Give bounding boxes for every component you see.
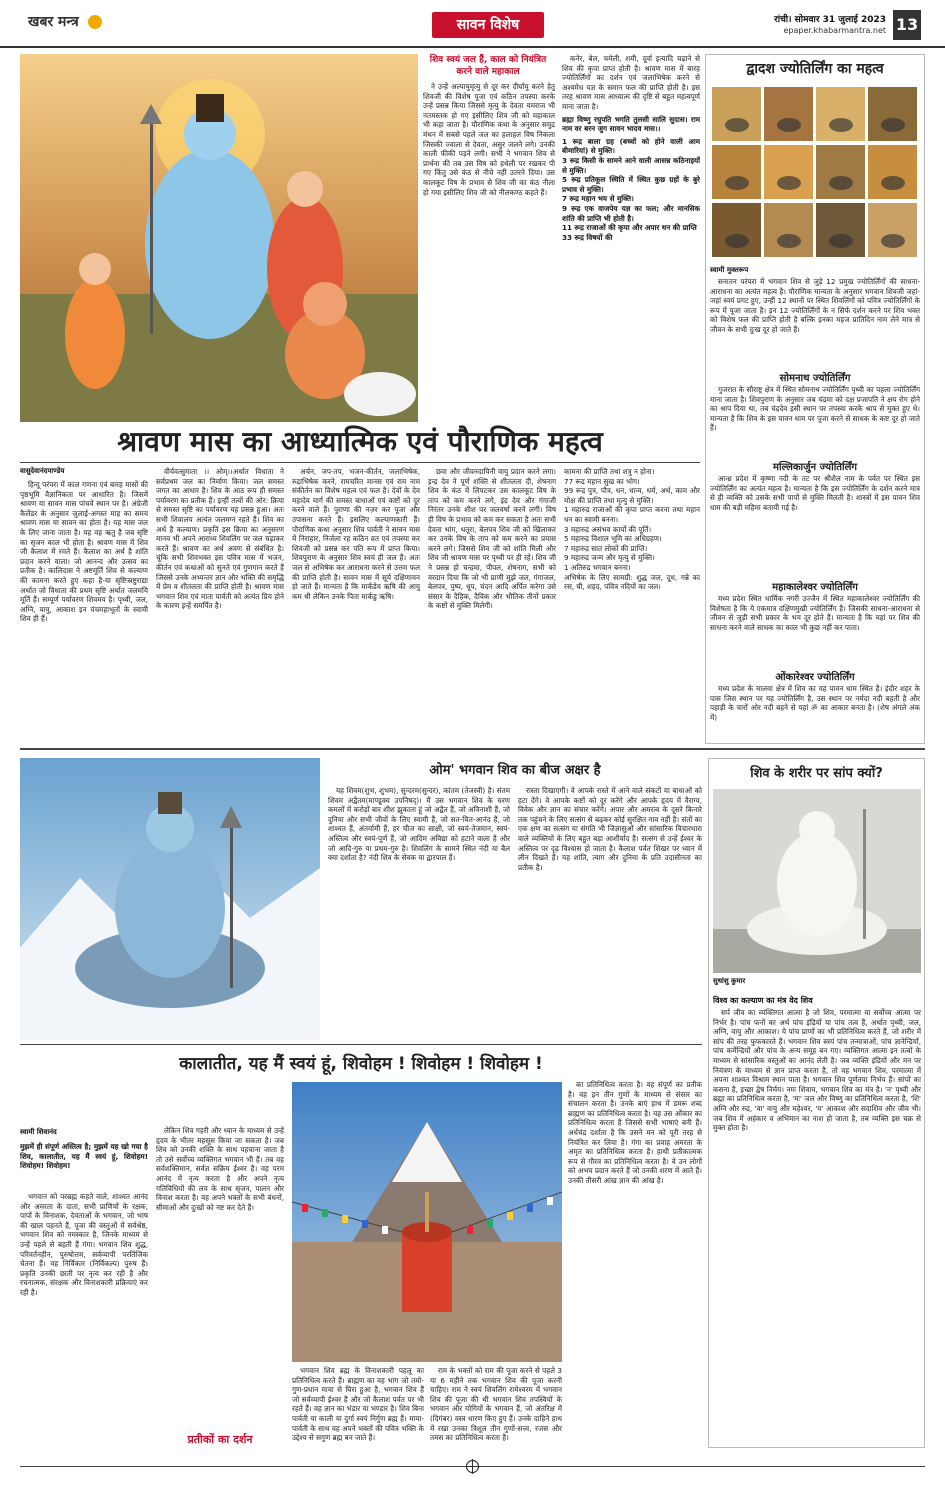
shivoham-col-4	[430, 1366, 562, 1456]
epaper-url[interactable]: epaper.khabarmantra.net	[783, 26, 886, 35]
kailash-photo	[292, 1082, 562, 1362]
somnath-text	[710, 385, 920, 455]
main-col-5	[564, 467, 700, 742]
kailash-illustration	[292, 1082, 562, 1362]
om-col-1-text: यह शिवम(शुभ, शुभम), सुन्दरम(सुन्दर), कांतम (तेजस्वी) है। संतम शिवम अद्वैतम(माण्डूक्य उपनिषद्)। मैं उस भगवान शिव के चरण कमलों में करोड़ों बार शीश झुकाता हूं जो अद्वैत हैं, जो अविनाशी हैं, जो दुनिया और सभी जीवों के लिए स्वामी हैं, जो सत-चित-आनंद हैं, जो शाश्वत हैं, अंतर्यामी हैं, हर चीज का साक्षी, जो स्वयं-तेजमान, स्वयं-अस्तित्व और स्वयं-पूर्ण हैं, जो आदिम अविद्या को हटाने वाला है और जो आदि-गुरु या प्रथम-गुरु है। शिवलिंग के सामने स्थित नंदी या बैल क्या दर्शाता है? नंदी शिव के सेवक या द्वारपाल हैं।	[328, 786, 510, 863]
om-title: ओम' भगवान शिव का बीज अक्षर है	[429, 763, 601, 778]
shivoham-col-2	[156, 1126, 284, 1426]
jyotirlinga-box	[705, 54, 925, 744]
section-divider	[20, 748, 925, 750]
somnath-text-body: गुजरात के सौराष्ट्र क्षेत्र में स्थित सोमनाथ ज्योतिर्लिंग पृथ्वी का पहला ज्योतिर्लिंग माना जाता है। शिवपुराण के अनुसार जब चंद्रमा को दक्ष प्रजापति ने क्षय रोग होने का श्राप दिया था, तब चंद्रदेव इसी स्थान पर तपस्या करके श्राप से मुक्त हुए थे। मान्यता है कि शिव के इस पावन धाम पर पूजा करने से साधक के कष्ट दूर हो जाते हैं।	[710, 385, 920, 433]
compass-rose-icon	[465, 1459, 480, 1474]
divider	[20, 462, 700, 463]
compass-rose-graphic	[465, 1459, 480, 1474]
shiva-snake-photo	[713, 789, 921, 973]
shivoham-col-3-text: भगवान शिव ब्रह्म के विनाशकारी पहलू का प्रतिनिधित्व करते हैं। ब्राह्मण का वह भाग जो तमो-गुण-प्रधान माया से घिरा हुआ है, भगवान शिव हैं जो सर्वव्यापी ईश्वर हैं और जो कैलाश पर्वत पर भी रहते हैं। वह ज्ञान का भंडार या भण्डार है। शिव बिना पार्वती या काली या दुर्गा स्वयं निर्गुण ब्रह्म हैं। माया-पार्वती के साथ वह अपने भक्तों की पवित्र भक्ति के उद्देश्य से सगुण ब्रह्म बन जाते हैं।	[292, 1366, 424, 1443]
main-headline: श्रावण मास का आध्यात्मिक एवं पौराणिक महत्व	[117, 425, 603, 458]
shivoham-col-2-subhead: प्रतीकों का दर्शन	[187, 1433, 253, 1446]
mallikarjun-text-body: आन्ध्र प्रदेश में कृष्णा नदी के तट पर श्रीशैल नाम के पर्वत पर स्थित इस ज्योतिर्लिंग का अत्यंत महत्व है। मान्यता है कि इस ज्योतिर्लिंग के दर्शन करने मात्र से ही व्यक्ति को उसके सभी पापों से मुक्ति मिलती है। शास्त्रों में इस पावन शिव धाम की बड़ी महिमा बतायी गई है।	[710, 474, 920, 512]
shiva-family-photo	[20, 54, 418, 422]
main-subhead: शिव स्वयं जल हैं, काल को नियंत्रित करने वाले महाकाल	[429, 55, 547, 77]
main-col-a-text: ने उन्हें अल्पायुमृत्यु से दूर कर दीर्घायु करने हेतु शिवजी की विशेष पूजा एवं कठिन तपस्या करके उन्हें प्रसन्न किया जिससे मृत्यु के देवता यमराज भी नतमस्तक हो गए इसीलिए शिव जी को महाकाल भी कहा जाता है। पौराणिक कथा के अनुसार समुद्र मंथन में सबसे पहले जल का हलाहल विष निकला जिसकी ज्वाला से देवता, असुर जलने लगे। उनकी काली फीकी पड़ने लगी। सभी ने भगवान शिव से प्रार्थना की तब उस विष को हथेली पर रखकर पी गए किंतु उसे कंठ से नीचे नहीं उतरने दिया। उस कालकूट विष के प्रभाव से शिव जी का कंठ नीला हो गया इसीलिए शिव जी को नीलकण्ठ कहते हैं।	[423, 82, 555, 197]
jyotirlinga-byline: स्वामी मुक्तरूप	[710, 266, 749, 274]
shivoham-col-5	[568, 1052, 702, 1456]
shiva-statue-illustration	[713, 789, 921, 973]
main-col-1-text: हिन्दू परंपरा में काल गणना एवं बारह मासों की पृष्ठभूमि वैज्ञानिकता पर आधारित है। जिसमें श्रावण या सावन मास पांचवें स्थान पर है। अंग्रेजी कैलेंडर के अनुसार जुलाई-अगस्त माह का समय श्रावण मास या सावन का होता है। यह मास जल के लिए जाना जाता है। यह वह ऋतु है जब सृष्टि का सृजन काल भी होता है। श्रावण मास में शिव जी कैलाश में रमते हैं। कैलाश का अर्थ है शांति प्रदान करने वाला। जो आनन्द और उत्सव का प्रतीक है। कालिदास ने अष्टमूर्ति शिव से कल्याण की कामना करते हुए कहा है-या सृष्टिःस्रष्टुराद्या अर्थात जो विधाता की प्रथम सृष्टि अर्थात जलमयि मूर्ति हैं। सम्पूर्ण पर्यावरण शिवमय है। पृथ्वी, जल, अग्नि, वायु, आकाश इन पंचमहाभूतों के स्वामी शिव ही हैं।	[20, 480, 148, 624]
logo	[28, 12, 102, 31]
jyotirlinga-intro	[710, 277, 920, 367]
main-col-2-text: वीर्यवत्सुमाता ।। ओम्‌।।अर्थात विधाता ने सर्वप्रथम जल का निर्माण किया। जल समस्त जगत का आधार है। शिव के आठ रूप ही समस्त पर्यावरण का प्रतीक हैं। इन्हीं तत्वों की ओर: क्रिया से समस्त सृष्टि का पर्यावरण यह प्रसन्न हुआ। अतः सभी शिवालय अत्यंत जलमग्न रहते हैं। शिव का अर्थ है कल्याण। प्रकृति इस क्रिया का अनुसरण मानव भी अपने आराध्य शिवलिंग पर जल चढ़ाकर करते हैं। श्रावण का अर्थ अवण से संबंधित है। चूंकि सभी शिवभक्त इस पवित्र मास में भजन, कीर्तन एवं कथाओं को सुनते एवं गुणगान करते हैं जिससे उनके अभ्यन्तर ज्ञान और भक्ति की समृद्धि में प्रेम व शीतलता की प्राप्ति होती है। श्रावण मास भगवान शिव एवं माता पार्वती को अत्यंत प्रिय होने के कारण इन्हें समर्पित है।	[156, 467, 284, 611]
mahakaleshwar-title: महाकालेश्वर ज्योतिर्लिंग	[772, 582, 858, 593]
main-byline: वासुदेवानंदपाण्डेय	[20, 467, 65, 475]
snake-title: शिव के शरीर पर सांप क्यों?	[750, 766, 883, 781]
dateline: रांची। सोमवार 31 जुलाई 2023	[774, 15, 886, 25]
section-divider-2	[20, 1044, 702, 1045]
om-col-2-text: रास्ता दिखाएगी। वे आपके रास्ते में आने वाले संकटों या बाधाओं को हटा देंगे। वे आपके कष्टों को दूर करेंगे और आपके हृदय में वैराग्य, विवेक और ज्ञान का संचार करेंगे। अपार और अमरत्व के दूसरे किनारे तक पहुंचने के लिए सत्संग से बढ़कर कोई सुरक्षित नाव नहीं है। संतों का एक क्षण का सत्संग या संगति भी जिज्ञासुओं और सांसारिक विचारधारा वाले व्यक्तियों के लिए बहुत बड़ा आशीर्वाद है। सत्संग से उन्हें ईश्वर के अस्तित्व पर दृढ़ विश्वास हो जाता है। कैलाश पर्वत शिखर पर ध्यान में लीन दिखते हैं। यह शांति, त्याग और दुनिया के प्रति उदासीनता का प्रतीक है।	[518, 786, 702, 872]
shivoham-col-1-text: भगवान को परब्रह्म कहते वाले, शाश्वत आनंद और अमरता के दाता, सभी प्राणियों के रक्षक, पापों के विनाशक, देवताओं के भगवान, जो भाष की खाल पहनते हैं, पूजा की वस्तुओं में सर्वश्रेष्ठ, भगवान शिव को नमस्कार है, जिनके माध्यम से उन्हें पहले से बहती हैं गंगा। भगवान शिव शुद्ध, परिवर्तनहीन, पुरुषोत्तम, सर्वव्यापी परतिंजिक चेतना हैं। वह निर्विकार (निर्विकल्प) पुरुष हैं। प्रकृति उनकी छाती पर नृत्य कर रही है और रचनात्मक, संरक्षक और विनाशकारी प्रक्रियाएं कर रही है।	[20, 1192, 148, 1297]
shivoham-title: कालातीत, यह मैं स्वयं हूं, शिवोहम ! शिवोहम ! शिवोहम !	[179, 1054, 543, 1074]
main-col-b	[562, 54, 700, 420]
snake-subhead: विश्व का कल्याण का मंत्र वेद शिव	[713, 996, 813, 1005]
shivoham-quote	[20, 1142, 148, 1188]
om-col-1	[328, 786, 510, 1040]
masthead	[0, 0, 945, 48]
jyotirlinga-intro-text: सनातन परंपरा में भगवान शिव से जुड़े 12 प्रमुख ज्योतिर्लिंगों की साधना-आराधना का अत्यंत महत्व है। पौराणिक मान्यता के अनुसार भगवान शिवजी जहां-जहां स्वयं प्रगट हुए, उन्हीं 12 स्थानों पर स्थित शिवलिंगों को पवित्र ज्योतिर्लिंगों के रूप में पूजा जाता है। इन 12 ज्योतिर्लिंगों के न सिर्फ दर्शन करने पर शिव भक्त को विशेष फल की प्राप्ति होती है बल्कि इनका महज प्रातिदिन नाम लेने मात्र से जीवन के सभी दुःख दूर हो जाते हैं।	[710, 277, 920, 334]
main-col-1	[20, 480, 148, 742]
mahakaleshwar-text	[710, 594, 920, 664]
shivoham-col-2-text: लेकिन शिव गहरी और ध्यान के माध्यम से उन्हें हृदय के भीतर महसूस किया जा सकता है। जब शिव को उनकी शक्ति के साथ पहचाना जाता है तो उसे सर्वोच्च व्यक्तिगत भगवान भी हैं। तब वह सर्वशक्तिमान, सर्वज्ञ सक्रिय ईश्वर है। वह परम आनंद में नृत्य करता है और अपने नृत्य गतिविधियों की लय के साथ सृजन, पालन और विनाश करता है। वह अपने भक्तों के सभी बंधनों, सीमाओं और दुःखों को नष्ट कर देते हैं।	[156, 1126, 284, 1212]
main-col-2	[156, 467, 284, 742]
shiva-meditation-illustration	[20, 758, 320, 1040]
jyotirlinga-grid-graphic	[710, 85, 920, 261]
om-col-2	[518, 786, 702, 1040]
omkareshwar-text	[710, 684, 920, 740]
omkareshwar-text-body: मध्य प्रदेश के मालवा क्षेत्र में शिव का यह पावन धाम स्थित है। इंदौर शहर के पास जिस स्थान पर यह ज्योतिर्लिंग है, उस स्थान पर नर्मदा नदी बहती है और पहाड़ी के चारों ओर नदी बहने से यहां ॐ का आकार बनता है। (शेष अंगले अंक में)	[710, 684, 920, 722]
main-col-3	[292, 467, 420, 742]
shivoham-col-1	[20, 1192, 148, 1452]
snake-text	[713, 1008, 921, 1440]
shivoham-byline: स्वामी शिवानंद	[20, 1128, 57, 1136]
somnath-title: सोमनाथ ज्योतिर्लिंग	[779, 373, 851, 384]
mallikarjun-text	[710, 474, 920, 574]
main-col-4-text: छवा और जीवनदायिनी वायु प्रदान करने लगा। इन्द्र देव ने पूर्ण शक्ति से शीतलता दी, शेषनाग शिव के कंठ में लिपटकर उस कालकूट विष के ताप को कम करने लगे, इंद्र देव और गंगाजी निरंतर उनके शीश पर जलवर्षा करने लगी। विष ही विष के प्रभाव को कम कर सकता है अतः सभी देवता भांग, धतूरा, बेलपत्र शिव जी को खिलाकर कर उनके विष के ताप को कम करने का प्रयास करने लगे। जिससे शिव जी को शांति मिली और शिव जी श्रावण मास पर पृथ्वी पर ही रहे। शिव जी ने प्रसन्न हो चन्द्रमा, पीपल, शेषनाग, सभी को वरदान दिया कि जो भी प्राणी मुझे जल, गंगाजल, बेलपत्र, पुष्प, धूप, चंदन आदि अर्पित करेगा उसे संसार के दैहिक, दैविक और भौतिक तीनों प्रकार के कष्टों से मुक्ति मिलेगी।	[428, 467, 556, 611]
main-col-b-list: 1 रूद्र बाला ग्रह (बच्चों को होने वाली आम बीमारियां) से मुक्ति। 3 रूद्र किसी के सामने आने वाली आसन्न कठिनाइयों से मुक्ति। 5 रूद्र प्रतिकूल स्थिति में स्थित कुछ ग्रहों के बुरे प्रभाव से मुक्ति। 7 रूद्र महान भय से मुक्ति। 9 रूद्र एक वाजपेय यज्ञ का फल; और मानसिक शांति की प्राप्ति भी होती है। 11 रूद्र राजाओं की कृपा और अपार धन की प्राप्ति 33 रूद्र विषयों की	[562, 136, 700, 242]
snake-byline: सुधांशु कुमार	[713, 977, 746, 985]
snake-text-body: सर्प जीव का व्यक्तिगत आत्मा है जो शिव, परमात्मा या सर्वोच्च आत्मा पर निर्भर है। पांच फनों का अर्थ पांच इंद्रियों या पांच तत्व हैं, अर्थात पृथ्वी, जल, अग्नि, वायु और आकाश। ये पांच प्राणों का भी प्रतिनिधित्व करते हैं, जो शरीर में सांप की तरह फुफकारते हैं। भगवान शिव स्वयं पांच तन्मात्राओं, पांच ज्ञानेन्द्रियों, पांच कर्मेन्द्रियों और पांच के अन्य समूह बन गए। व्यक्तिगत आत्मा इन तत्वों के माध्यम से सांसारिक वस्तुओं का आनंद लेती है। जब व्यक्ति इंद्रियों और मन पर नियंत्रण के माध्यम से ज्ञान प्राप्त करता है, तो वह भगवान शिव, परमात्मा में अपना शाश्वत विश्राम स्थान पाता है। भगवान शिव पूर्णतया निर्भय हैं। सांपों का कसना है, इच्छा द्वेष निर्मय। नमः शिवाय, भगवान शिव का मंत्र है। 'न' पृथ्वी और ब्रह्मा का प्रतिनिधित्व करता है, 'मः' जल और विष्णु का प्रतिनिधित्व करता है, 'शि' अग्नि और रुद्र, 'वा' वायु और महेश्वर, 'य' आकाश और सदाशिव और जीव भी। जब शिव में अहंकार व अभिमान का नाश हो जाता है, तब व्यक्ति इस चक्र से मुक्त होता है।	[713, 1008, 921, 1133]
section-tag: सावन विशेष	[432, 12, 544, 38]
main-col-4	[428, 467, 556, 742]
shivoham-col-5-text: का प्रतिनिधित्व करता है। वह संपूर्ण का प्रतीक है। वह इन तीन गुणों के माध्यम से संसार का संचालन करता है। उनके बाएं हाथ में डमरू शब्द ब्राह्मण का प्रतिनिधित्व करता है। यह उस ओंकार का प्रतिनिधित्व करता है जिससे सभी भाषाएं बनी हैं। अर्धचंद्र दर्शाता है कि उसने मन को पूरी तरह से नियंत्रित कर लिया है। गंगा का प्रवाह अमरता के अमृत का प्रतिनिधित्व करता है। हाथी प्रतीकात्मक रूप से गौरव का प्रतिनिधित्व करता है। वे उन लोगों को अभय प्रदान करते हैं जो उनकी शरण में आते हैं। उनकी तीसरी आंख ज्ञान की आंख है।	[568, 1080, 702, 1185]
logo-text: खबर मन्त्र	[28, 14, 79, 30]
main-col-3-text: अर्चन, जप-तप, भजन-कीर्तन, जलाभिषेक, रुद्राभिषेक करने, रामचरित मानस एवं राम नाम संकीर्तन का विशेष महत्व एवं फल है। देवों के देव महादेव मार्ग की समस्त बाधाओं एवं कष्टों को दूर करने वाले हैं। पुराणा की नज़र कर पूजा और उपासना करते हैं। इसलिए कल्याणकारी हैं। पौराणिक कथा अनुसार शिव पार्वती ने सावन मास में निराहार, निर्जला रह कठिन व्रत एवं तपस्या कर शिवजी को प्रसन्न कर पति रूप में प्राप्त किया। शिवपुराण के अनुसार शिव स्वयं ही जल हैं। अतः जल से अभिषेक कर आराधना करने से उत्तम फल की प्राप्ति होती है। सावन मास में सूर्य दक्षिणायन हो जाते हैं। मान्यता है कि मार्कंडेय ऋषि की आयु कम थी लेकिन उनके पिता मार्कंडु ऋषि।	[292, 467, 420, 601]
main-col-b-text: कनेर, बेल, चमेली, शमी, दूर्वा इत्यादि चढ़ाने से शिव की कृपा प्राप्त होती है। श्रावण मास में बारह ज्योतिर्लिंगों का दर्शन एवं जलाभिषेक करने से अश्वमेध यज्ञ के समान फल की प्राप्ति होती है। इस तरह श्रावण मास आध्यात्म की दृष्टि से बहुत महत्वपूर्ण माना जाता है।	[562, 54, 700, 111]
shivoham-quote-text: मुझमें ही संपूर्ण अस्तित्व है; मुझमें यह खो गया है शिव, कालातीत, यह मैं स्वयं हूं, शिवोहम! शिवोहम! शिवोहम!	[20, 1142, 148, 1171]
shiva-family-illustration	[20, 54, 418, 422]
shivoham-col-4-text: राम के भक्तों को राम की पूजा करने से पहले 3 या 6 महीने तक भगवान शिव की पूजा करनी चाहिए। राम ने स्वयं शिवलिंग रामेश्वरम में भगवान शिव की पूजा की थी भगवान शिव तपस्वियों के भगवान और योगियों के भगवान हैं, जो अंतरिक्ष में (दिगंबर) वस्त्र धारण किए हुए हैं। उनके दाहिने हाथ में रखा उनका त्रिशूल तीन गुणों-सत्त्व, रजस और तमस का प्रतिनिधित्व करता है।	[430, 1366, 562, 1443]
omkareshwar-title: ओंकारेश्वर ज्योतिर्लिंग	[775, 672, 855, 683]
snake-box	[708, 758, 925, 1448]
shivoham-col-3	[292, 1366, 424, 1456]
main-col-a	[423, 82, 555, 420]
jyotirlinga-photo-grid	[710, 85, 920, 261]
logo-badge-icon	[88, 15, 102, 29]
jyotirlinga-title: द्वादश ज्योतिर्लिंग का महत्व	[746, 61, 884, 77]
mallikarjun-title: मल्लिकार्जुन ज्योतिर्लिंग	[773, 462, 857, 473]
mahakaleshwar-text-body: मध्य प्रदेश स्थित धार्मिक नगरी उज्जैन में स्थित महाकालेश्वर ज्योतिर्लिंग की विशेषता है कि ये एकमात्र दक्षिणमुखी ज्योतिर्लिंग है। जिसकी साधना-आराधना से जीवन से जुड़ी सभी प्रकार के भय दूर होते हैं। मान्यता है कि यहां पर शिव की साधना करने वाले साधक का काल भी कुछ नहीं कर पाता।	[710, 594, 920, 632]
page-number: 13	[893, 10, 921, 40]
shiva-meditating-photo	[20, 758, 320, 1040]
main-col-5-text: कामना की प्राप्ति तथा शत्रु न होना। 77 रूद्र महान सुख का भोग। 99 रूद्र पुत्र, पौत्र, धन, धान्य, धर्म, अर्थ, काम और मोक्ष की प्राप्ति तथा मृत्यु से मुक्ति। 1 महारुद्र राजाओं की कृपा प्राप्त करना तथा महान धन का स्वामी बनना। 3 महारुद्र असंभव कार्यो की पूर्ति। 5 महारुद्र विशाल भूमि का अधिग्रहण। 7 महारुद्र सात लोकों की प्राप्ति। 9 महारुद्र जन्म और मृत्यु से मुक्ति। 1 अतिरुद्र भगवान बनना। अभिषेक के लिए सामग्री: शुद्ध जल, दूध, गन्ने का रस, घी, शहद, पवित्र नदियों का जल।	[564, 467, 700, 592]
main-col-b-sub: ब्रह्मा विष्णु रघुपति भगति तुलसी सालि सुदास। राम नाम वर बरन जुग सावन भादव मास।।	[562, 114, 700, 134]
